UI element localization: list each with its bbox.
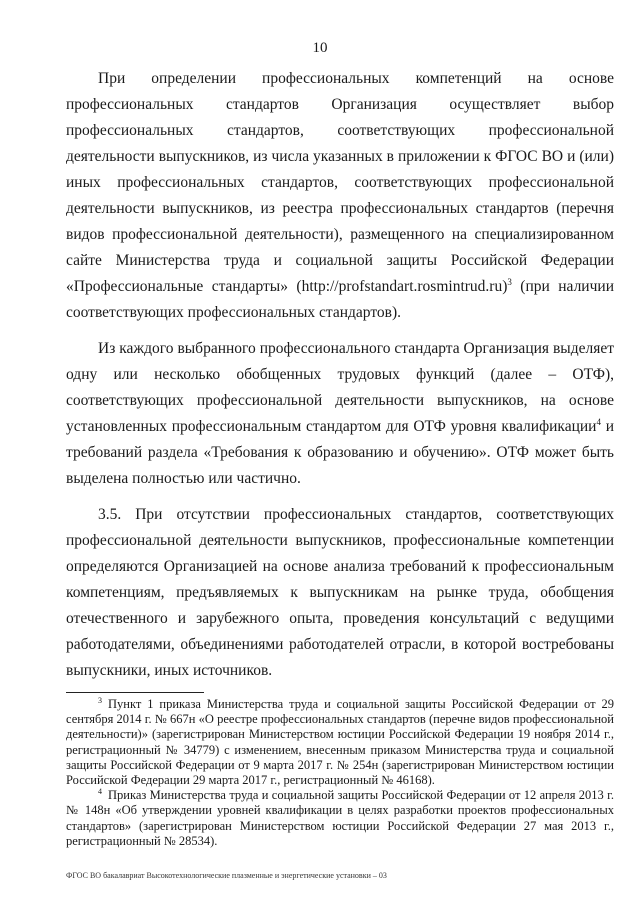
paragraph-text-cont: и требований раздела «Требования к образованию и обучению». ОТФ может быть выделена полностью или частично. bbox=[66, 418, 614, 487]
document-footer: ФГОС ВО бакалавриат Высокотехнологические плазменные и энергетические установки – 03 bbox=[66, 871, 387, 880]
footnote-4 bbox=[66, 788, 614, 849]
footnote-ref-3[interactable]: 3 bbox=[507, 277, 512, 287]
footnote-text: Приказ Министерства труда и социальной защиты Российской Федерации от 12 апреля 2013 г. № 148н «Об утверждении уровней квалификации в целях разработки проектов профессиональных стандартов» (зарегистрирован Министерством юстиции Российской Федерации 27 мая 2013 г., регистрационный № 28534). bbox=[66, 788, 614, 848]
paragraph-professional-standards-selection bbox=[66, 66, 614, 326]
paragraph-text: При определении профессиональных компетенций на основе профессиональных стандартов Организация осуществляет выбор профессиональных стандартов, соответствующих профессиональной деятельности выпускников, из числа указанных в приложении к ФГОС ВО и (или) иных профессиональных стандартов, соответствующих профессиональной деятельности выпускников, из реестра профессиональных стандартов (перечня видов профессиональной деятельности), размещенного на специализированном сайте Министерства труда и социальной защиты Российской Федерации «Профессиональные стандарты» (http://profstandart.rosmintrud.ru) bbox=[66, 70, 614, 295]
footnote-divider bbox=[66, 692, 204, 693]
footnote-text: Пункт 1 приказа Министерства труда и социальной защиты Российской Федерации от 29 сентября 2014 г. № 667н «О реестре профессиональных стандартов (перечне видов профессиональной деятельности)» (зарегистрирован Министерством юстиции Российской Федерации 19 ноября 2014 г., регистрационный № 34779) с изменением, внесенным приказом Министерства труда и социальной защиты Российской Федерации от 9 марта 2017 г. № 254н (зарегистрирован Министерством юстиции Российской Федерации 29 марта 2017 г., регистрационный № 46168). bbox=[66, 697, 614, 788]
footnotes bbox=[66, 697, 614, 849]
page-number: 10 bbox=[312, 40, 328, 56]
footnote-3 bbox=[66, 697, 614, 788]
footnote-mark: 3 bbox=[98, 696, 102, 705]
body-text bbox=[66, 66, 614, 684]
footnote-mark: 4 bbox=[98, 787, 102, 797]
paragraph-text-cont: (при наличии соответствующих профессиональных стандартов). bbox=[66, 278, 614, 321]
paragraph-3-5 bbox=[66, 502, 614, 684]
paragraph-text: 3.5. При отсутствии профессиональных стандартов, соответствующих профессиональной деятельности выпускников, профессиональные компетенции определяются Организацией на основе анализа требований к профессиональным компетенциям, предъявляемых к выпускникам на рынке труда, обобщения отечественного и зарубежного опыта, проведения консультаций с ведущими работодателями, объединениями работодателей отрасли, в которой востребованы выпускники, иных источников. bbox=[66, 506, 614, 679]
footnote-ref-4[interactable]: 4 bbox=[596, 417, 601, 427]
paragraph-otf-selection bbox=[66, 336, 614, 492]
paragraph-text: Из каждого выбранного профессионального стандарта Организация выделяет одну или несколько обобщенных трудовых функций (далее – ОТФ), соответствующих профессиональной деятельности выпускников, на основе установленных профессиональным стандартом для ОТФ уровня квалификации bbox=[66, 340, 614, 435]
